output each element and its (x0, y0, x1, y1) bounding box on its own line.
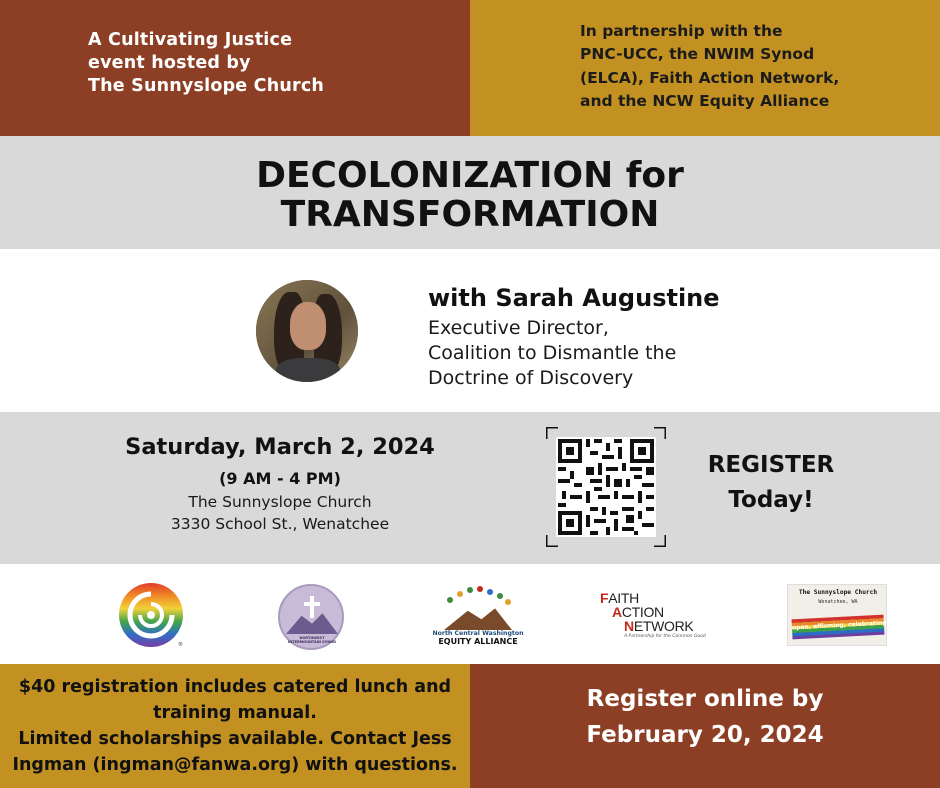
deadline-panel (470, 664, 940, 788)
fee-panel (0, 664, 470, 788)
partner-text: In partnership with the PNC-UCC, the NWIM Synod (ELCA), Faith Action Network, and the NCW Equity Alliance (580, 22, 840, 110)
fan-line2: CTION (621, 604, 664, 620)
speaker-role: Executive Director, Coalition to Dismantle the Doctrine of Discovery (428, 317, 677, 389)
nwim-label: NORTHWEST INTERMOUNTAIN SYNOD (287, 636, 337, 644)
sunny-banner-text: open, affirming, celebrating (791, 619, 887, 632)
ncw-line1: North Central Washington (432, 630, 524, 637)
registration-deadline: Register online by February 20, 2024 (586, 686, 824, 748)
qr-code-icon[interactable] (546, 427, 666, 547)
photo-face (290, 302, 326, 350)
event-date: Saturday, March 2, 2024 (125, 434, 435, 460)
ncw-line2: EQUITY ALLIANCE (438, 637, 518, 646)
faith-action-network-logo: FAITH ACTION NETWORK A Partnership for the Common Good (600, 590, 706, 639)
fee-info: $40 registration includes catered lunch and training manual. Limited scholarships available. Contact Jess Ingman (ingman@fanwa.org) with questions. (12, 677, 458, 775)
ucc-logo-icon (118, 580, 188, 650)
host-text: A Cultivating Justice event hosted by The Sunnyslope Church (88, 30, 325, 96)
event-band (0, 412, 940, 564)
event-title: DECOLONIZATION for TRANSFORMATION (256, 155, 684, 235)
event-time: (9 AM - 4 PM) (219, 469, 341, 488)
sunny-subtitle: Wenatchee, WA (818, 599, 858, 605)
photo-shirt (276, 358, 340, 382)
people-icon (444, 586, 512, 610)
sunnyslope-church-logo (787, 584, 887, 646)
nwim-synod-logo (278, 584, 344, 650)
cross-icon (310, 596, 314, 618)
fan-tagline: A Partnership for the Common Good (624, 634, 706, 639)
svg-text:®: ® (178, 642, 183, 648)
speaker-band (0, 249, 940, 412)
sunny-title: The Sunnyslope Church (798, 589, 878, 596)
host-panel (0, 0, 470, 136)
partner-panel (470, 0, 940, 136)
header-band (0, 0, 940, 136)
fan-line1: AITH (608, 590, 639, 606)
title-band (0, 136, 940, 249)
register-cta: REGISTER Today! (707, 452, 835, 513)
footer-band (0, 664, 940, 788)
event-venue: The Sunnyslope Church (188, 493, 372, 511)
event-address: 3330 School St., Wenatchee (170, 515, 390, 533)
sponsor-logos (0, 564, 940, 664)
fan-line3: ETWORK (633, 618, 694, 634)
speaker-name: with Sarah Augustine (428, 284, 720, 312)
ncw-equity-alliance-logo (430, 584, 526, 646)
speaker-photo (256, 280, 358, 382)
